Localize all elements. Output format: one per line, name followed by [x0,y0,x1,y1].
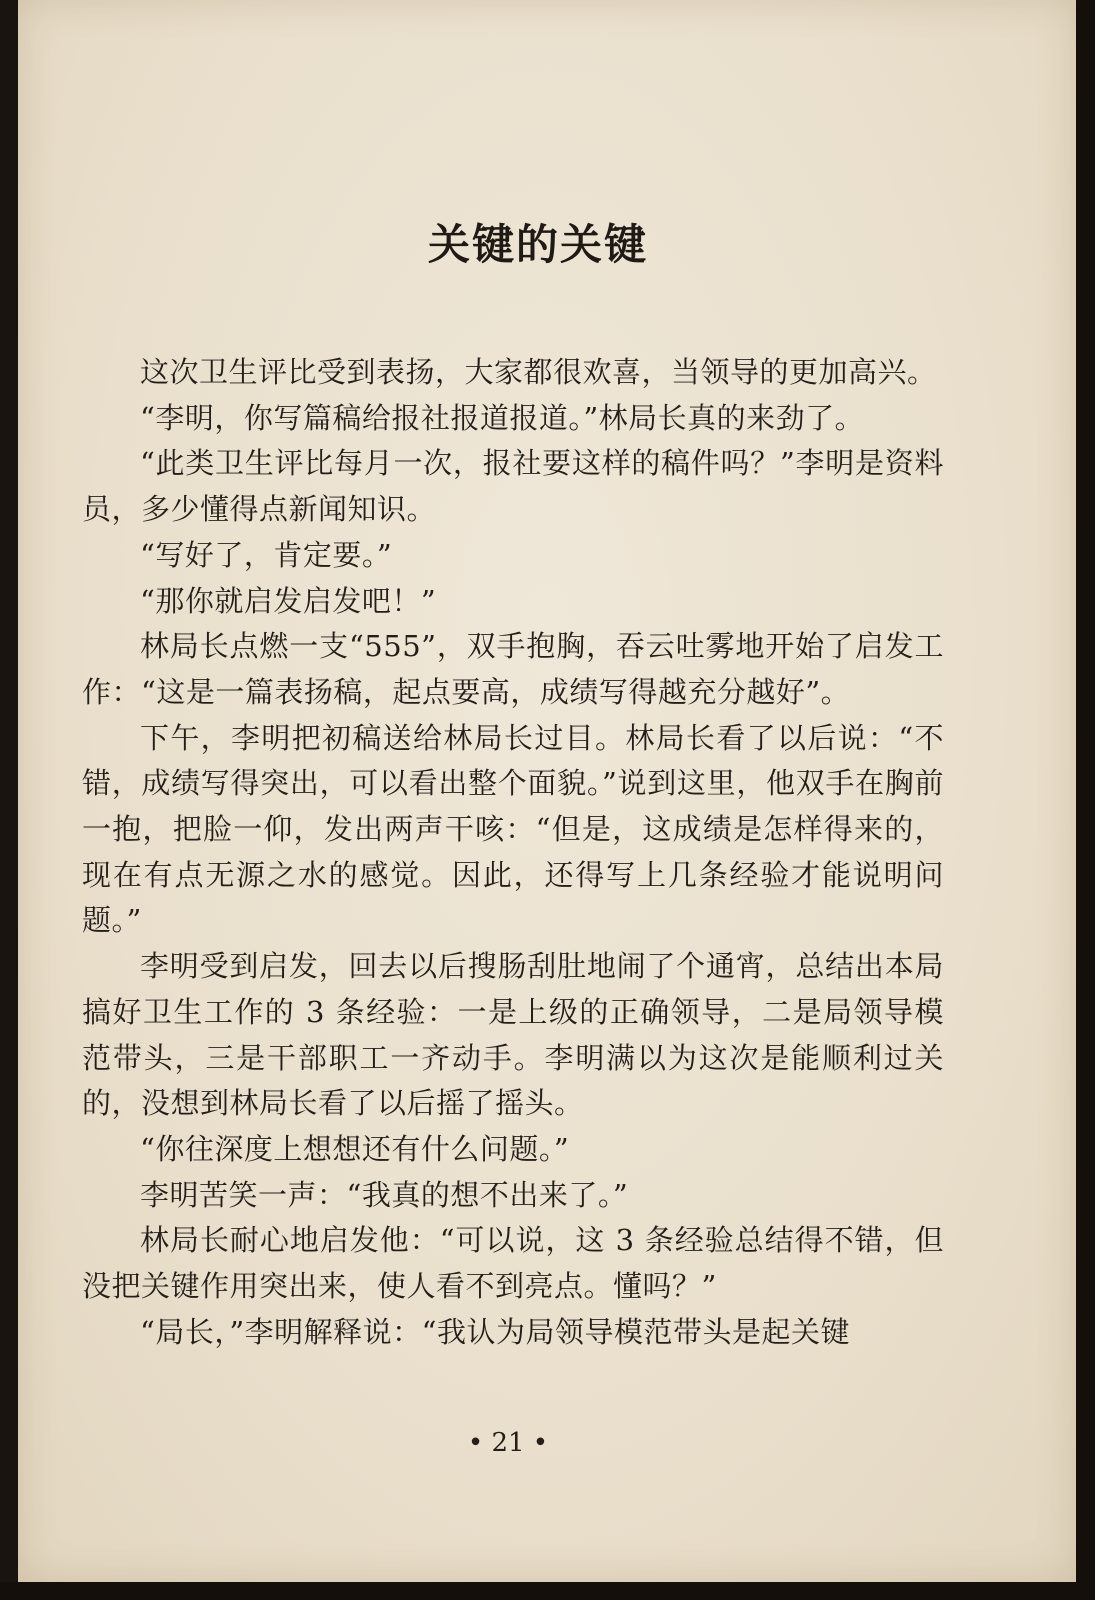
paragraph: 下午，李明把初稿送给林局长过目。林局长看了以后说：“不错，成绩写得突出，可以看出整个面貌。”说到这里，他双手在胸前一抱，把脸一仰，发出两声干咳：“但是，这成绩是怎样得来的，现在有点无源之水的感觉。因此，还得写上几条经验才能说明问题。” [82,720,944,938]
scan-border-right [1076,0,1095,1600]
paragraph: 李明受到启发，回去以后搜肠刮肚地闹了个通宵，总结出本局搞好卫生工作的 3 条经验：一是上级的正确领导，二是局领导模范带头，三是干部职工一齐动手。李明满以为这次是能顺利过关的，没想到林局长看了以后摇了摇头。 [82,949,944,1121]
page-title [18,212,1018,272]
title-text: 关键的关键 [427,220,648,269]
paragraph: “写好了，肯定要。” [140,537,393,572]
scan-border-bottom [0,1582,1095,1600]
paragraph: 林局长点燃一支“555”，双手抱胸，吞云吐雾地开始了启发工作：“这是一篇表扬稿，起点要高，成绩写得越充分越好”。 [82,629,944,709]
paragraph: “此类卫生评比每月一次，报社要这样的稿件吗？”李明是资料员，多少懂得点新闻知识。 [82,446,944,527]
book-page [18,0,1076,1582]
paragraph: “局长，”李明解释说：“我认为局领导模范带头是起关键 [140,1314,850,1349]
paragraph: 李明苦笑一声：“我真的想不出来了。” [140,1177,629,1212]
page-number: • 21 • [467,1428,549,1458]
paragraph: 林局长耐心地启发他：“可以说，这 3 条经验总结得不错，但没把关键作用突出来，使人看不到亮点。懂吗？” [82,1223,944,1304]
paragraph: “李明，你写篇稿给报社报道报道。”林局长真的来劲了。 [140,400,865,435]
article-body [82,350,944,1355]
paragraph: 这次卫生评比受到表扬，大家都很欢喜，当领导的更加高兴。 [140,355,937,389]
paragraph: “那你就启发启发吧！” [140,583,437,618]
paragraph: “你往深度上想想还有什么问题。” [140,1131,570,1166]
